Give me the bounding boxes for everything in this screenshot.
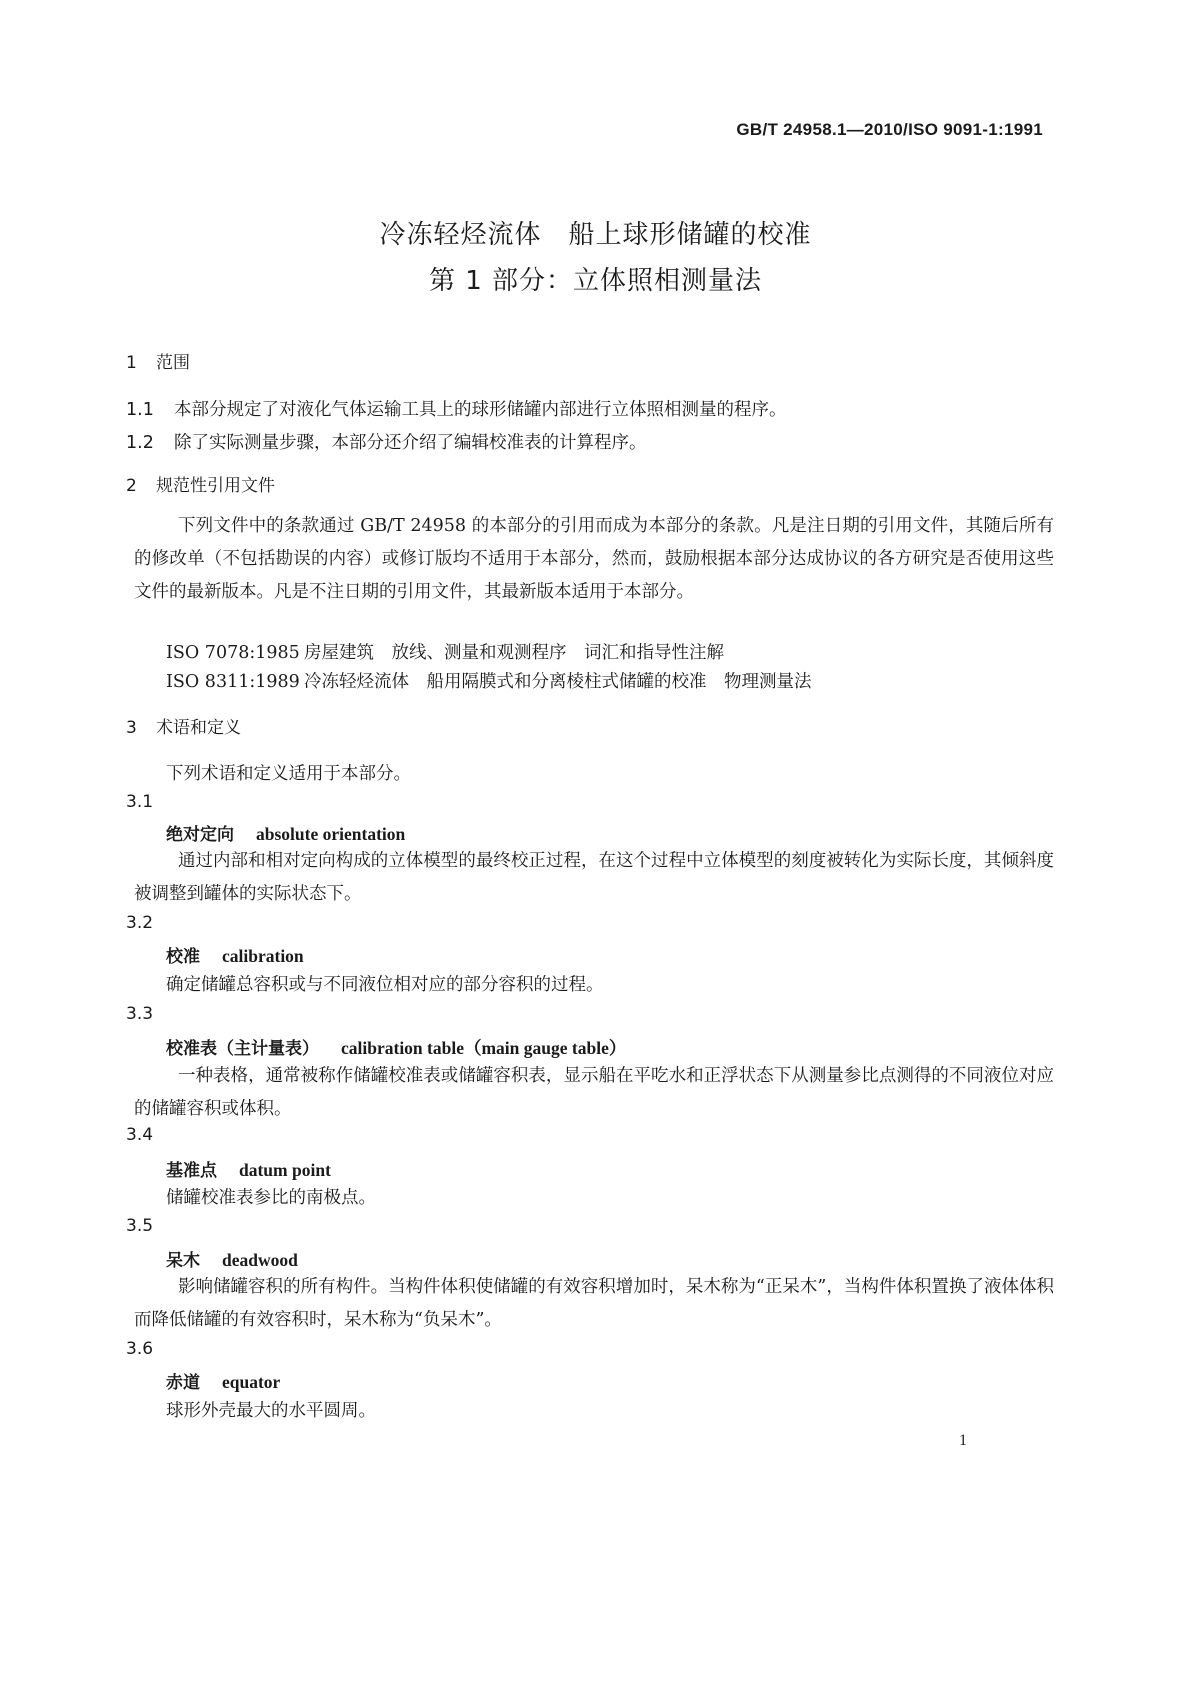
term-number: 3.3 — [126, 1004, 154, 1024]
term-en: datum point — [239, 1160, 331, 1180]
reference-title: 冷冻轻烃流体 船用隔膜式和分离棱柱式储罐的校准 物理测量法 — [304, 672, 812, 692]
term-definition: 储罐校准表参比的南极点。 — [166, 1188, 376, 1208]
term-number: 3.2 — [126, 913, 154, 933]
term-en: calibration — [222, 946, 304, 966]
page-number: 1 — [959, 1432, 967, 1449]
term-en: calibration table（main gauge table） — [341, 1038, 627, 1058]
term-zh: 基准点 — [166, 1161, 217, 1181]
term-name — [166, 1034, 626, 1060]
term-name — [166, 942, 304, 967]
term-number: 3.6 — [126, 1339, 154, 1359]
title-line-2: 第 1 部分：立体照相测量法 — [428, 266, 763, 296]
section-title: 规范性引用文件 — [156, 476, 275, 496]
reference-item — [166, 668, 812, 693]
clause-text: 除了实际测量步骤，本部分还介绍了编辑校准表的计算程序。 — [174, 433, 647, 453]
term-zh: 绝对定向 — [166, 825, 234, 845]
term-number: 3.4 — [126, 1125, 154, 1145]
term-name — [166, 1368, 280, 1393]
term-definition: 确定储罐总容积或与不同液位相对应的部分容积的过程。 — [166, 975, 604, 995]
term-definition: 一种表格，通常被称作储罐校准表或储罐容积表，显示船在平吃水和正浮状态下从测量参比点测得的不同液位对应的储罐容积或体积。 — [134, 1066, 1054, 1119]
term-definition: 球形外壳最大的水平圆周。 — [166, 1401, 376, 1421]
reference-item — [166, 639, 724, 664]
term-name — [166, 820, 405, 845]
term-en: absolute orientation — [256, 824, 406, 844]
term-name — [166, 1156, 331, 1181]
reference-code: ISO 7078:1985 — [166, 643, 300, 663]
term-name — [166, 1246, 298, 1271]
clause-1-1 — [126, 396, 787, 421]
term-zh: 校准 — [166, 947, 200, 967]
reference-title: 房屋建筑 放线、测量和观测程序 词汇和指导性注解 — [304, 643, 724, 663]
clause-1-2 — [126, 429, 647, 454]
section-number: 1 — [126, 353, 137, 373]
term-en: deadwood — [222, 1250, 298, 1270]
section-number: 2 — [126, 476, 137, 496]
term-definition: 影响储罐容积的所有构件。当构件体积使储罐的有效容积增加时，呆木称为“正呆木”，当构件体积置换了液体体积而降低储罐的有效容积时，呆木称为“负呆木”。 — [134, 1277, 1054, 1330]
term-number: 3.1 — [126, 792, 154, 812]
term-en: equator — [222, 1372, 281, 1392]
reference-code: ISO 8311:1989 — [166, 672, 300, 692]
terms-intro: 下列术语和定义适用于本部分。 — [166, 764, 411, 784]
section-title: 术语和定义 — [156, 718, 241, 738]
clause-number: 1.2 — [126, 433, 154, 453]
section-heading-scope — [126, 348, 190, 373]
clause-number: 1.1 — [126, 400, 154, 420]
section-number: 3 — [126, 718, 137, 738]
term-zh: 呆木 — [166, 1251, 200, 1271]
normative-references-paragraph: 下列文件中的条款通过 GB/T 24958 的本部分的引用而成为本部分的条款。凡是注日期的引用文件，其随后所有的修改单（不包括勘误的内容）或修订版均不适用于本部分，然而，鼓励根据本部分达成协议的各方研究是否使用这些文件的最新版本。凡是不注日期的引用文件，其最新版本适用于本部分。 — [134, 516, 1054, 602]
term-definition: 通过内部和相对定向构成的立体模型的最终校正过程，在这个过程中立体模型的刻度被转化为实际长度，其倾斜度被调整到罐体的实际状态下。 — [134, 851, 1054, 904]
term-number: 3.5 — [126, 1216, 154, 1236]
clause-text: 本部分规定了对液化气体运输工具上的球形储罐内部进行立体照相测量的程序。 — [174, 400, 787, 420]
section-heading-terms — [126, 713, 241, 738]
document-title — [0, 212, 1191, 304]
term-zh: 校准表（主计量表） — [166, 1039, 319, 1059]
term-zh: 赤道 — [166, 1373, 200, 1393]
section-heading-normative-references — [126, 471, 275, 496]
standard-code: GB/T 24958.1—2010/ISO 9091-1:1991 — [736, 120, 1043, 139]
section-title: 范围 — [156, 353, 190, 373]
title-line-1: 冷冻轻烃流体 船上球形储罐的校准 — [379, 220, 812, 250]
